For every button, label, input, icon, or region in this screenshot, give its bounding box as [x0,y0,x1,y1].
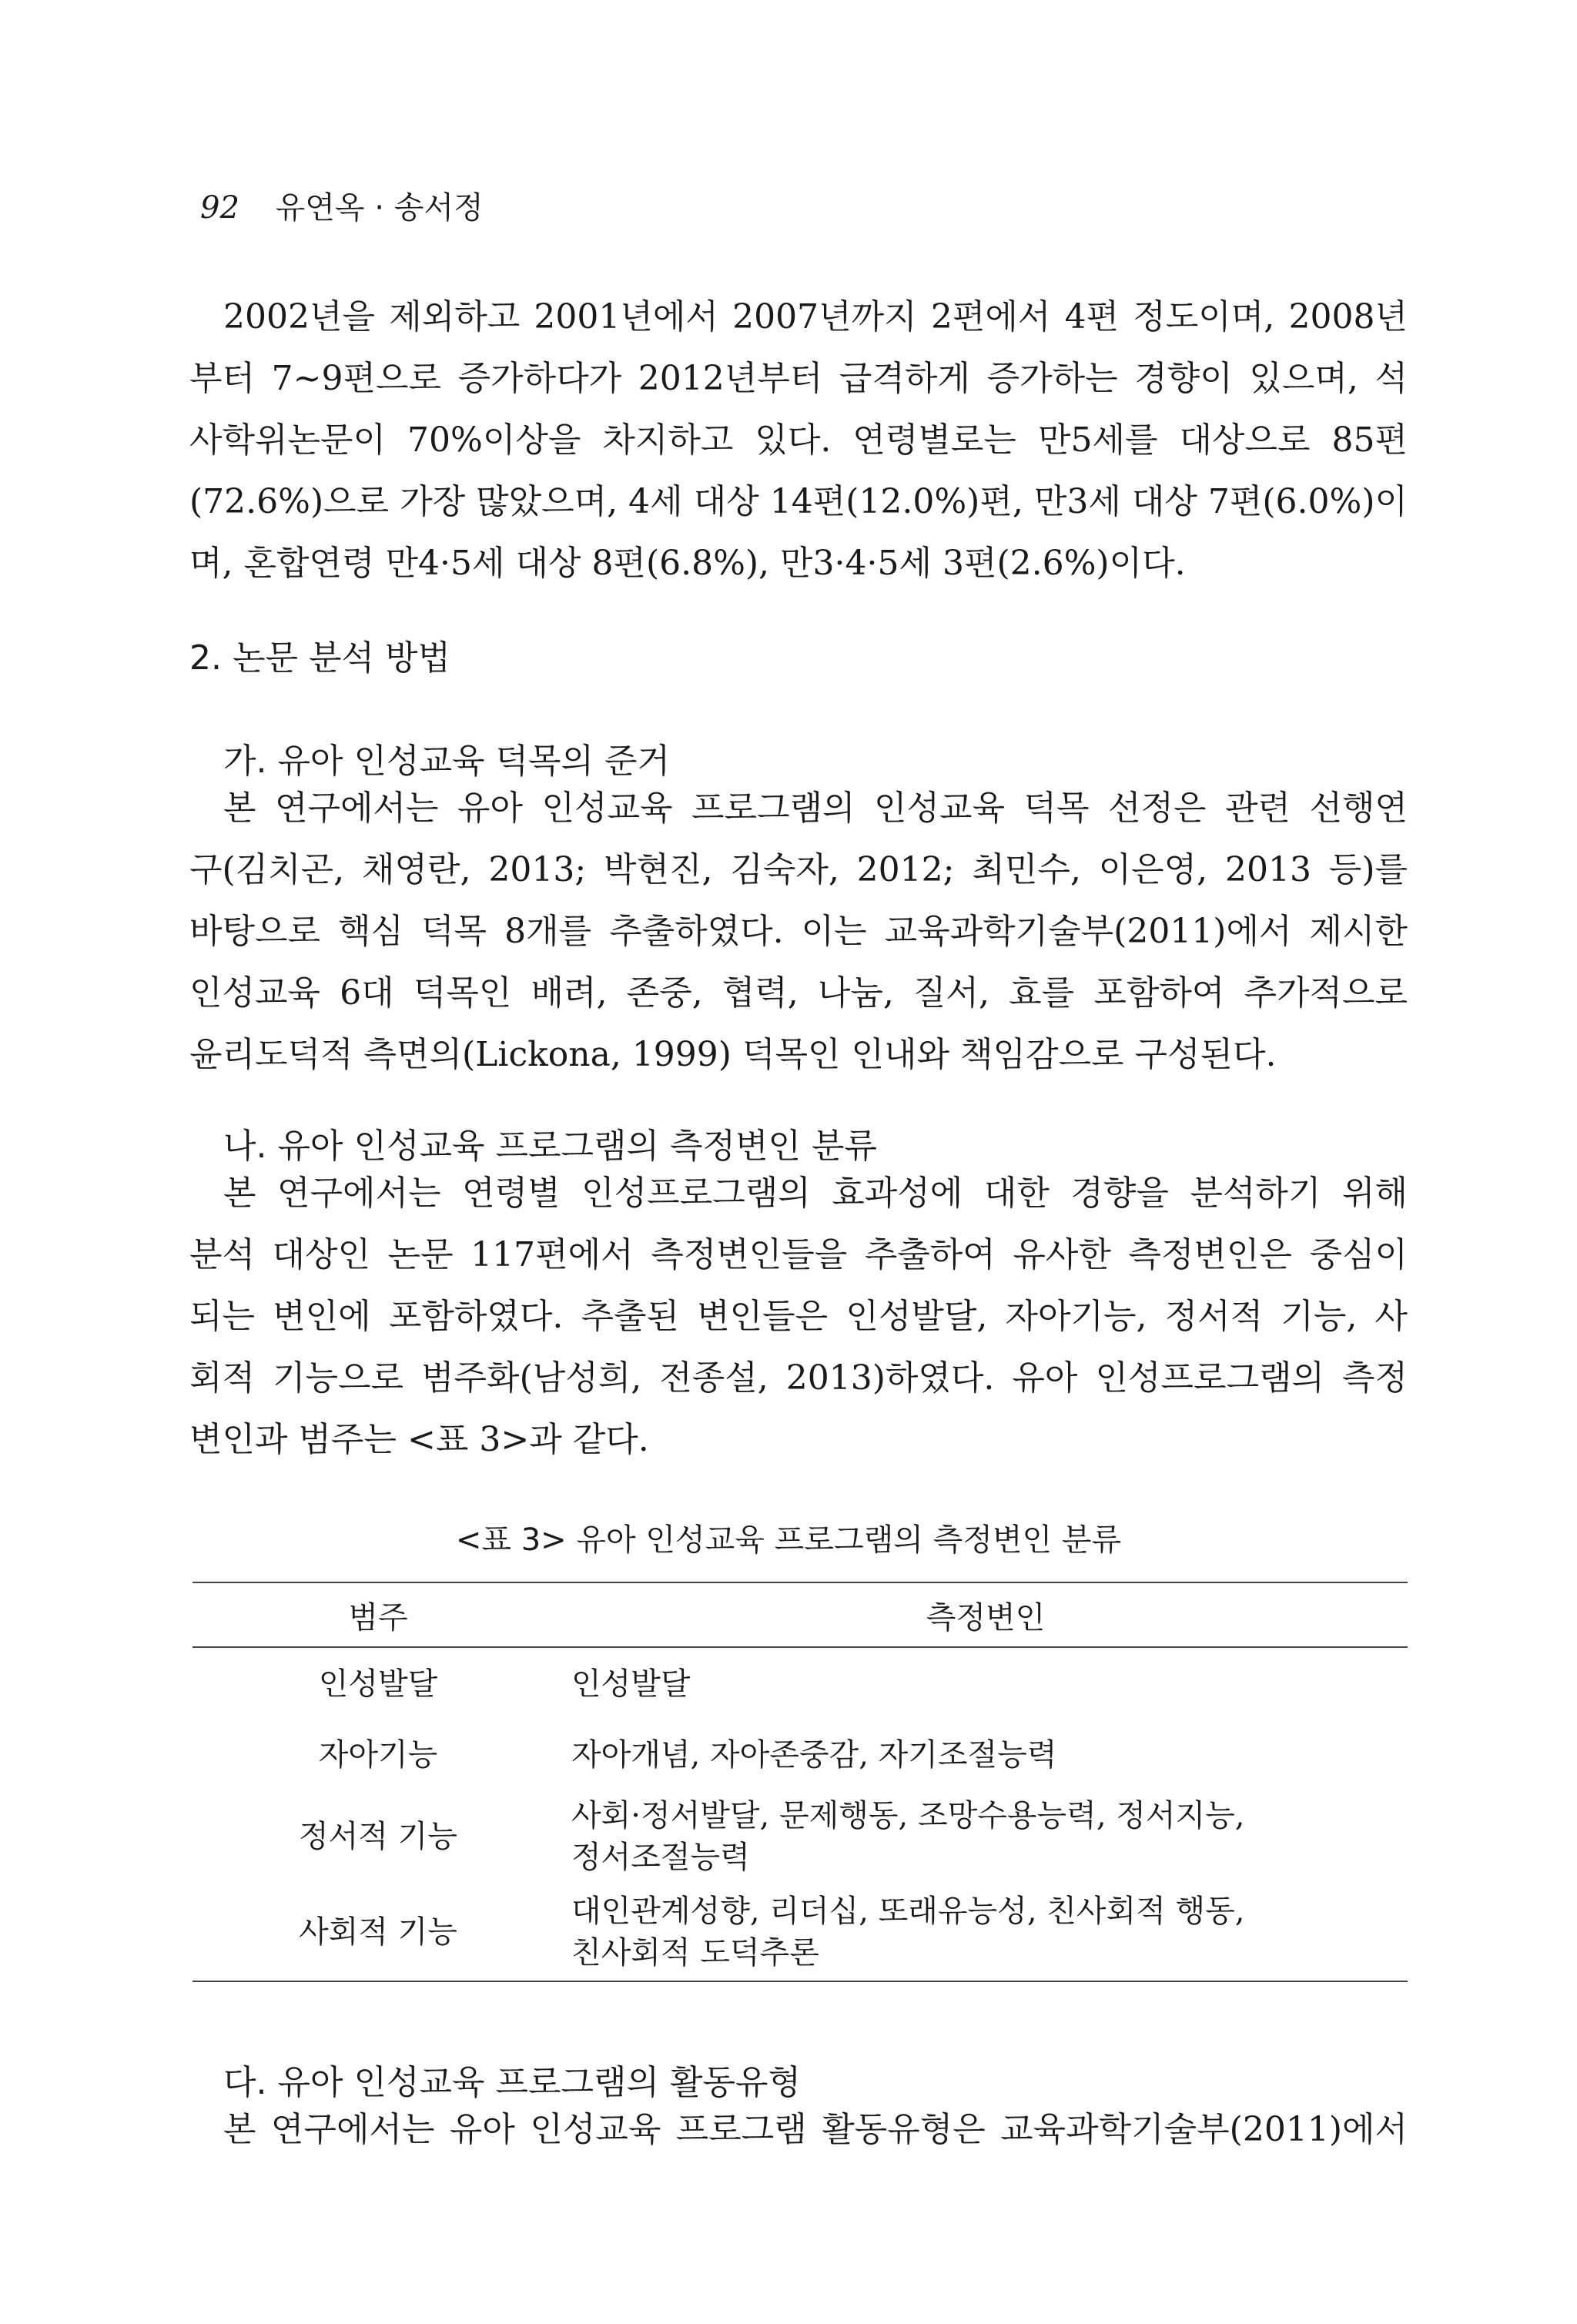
paragraph-line: 분석 대상인 논문 117편에서 측정변인들을 추출하여 유사한 측정변인은 중심이 [189,1235,1408,1274]
row-category: 자아기능 [318,1737,438,1773]
row-category: 사회적 기능 [193,1884,564,1981]
row-variables [564,1647,1408,1720]
subsection-na-body [189,1163,1408,1471]
table-row [193,1884,1408,1981]
row-variables [564,1720,1408,1790]
variables-line: 사회·정서발달, 문제행동, 조망수용능력, 정서지능, [571,1798,1245,1833]
page-header [200,183,484,227]
paragraph-line: 본 연구에서는 유아 인성교육 프로그램 활동유형은 교육과학기술부(2011)에서 [223,2110,1408,2149]
variables-line: 친사회적 도덕추론 [571,1935,819,1971]
subsection-ga-body [189,778,1408,1086]
row-category: 인성발달 [318,1666,438,1702]
subsection-title-da: 다. 유아 인성교육 프로그램의 활동유형 [223,2063,801,2102]
paragraph-line: (72.6%)으로 가장 많았으며, 4세 대상 14편(12.0%)편, 만3세 대상 7편(6.0%)이 [189,482,1408,521]
header-category: 범주 [193,1582,564,1647]
paragraph-line: 본 연구에서는 유아 인성교육 프로그램의 인성교육 덕목 선정은 관련 선행연 [223,789,1408,828]
paragraph-line: 2002년을 제외하고 2001년에서 2007년까지 2편에서 4편 정도이며, 2008년 [223,297,1408,337]
page-number: 92 [200,190,239,226]
variables-line: 정서조절능력 [571,1840,750,1875]
paragraph-line: 변인과 범주는 <표 3>과 같다. [189,1420,649,1459]
variables-line: 대인관계성향, 리더십, 또래유능성, 친사회적 행동, [571,1894,1245,1929]
paragraph-line: 되는 변인에 포함하였다. 추출된 변인들은 인성발달, 자아기능, 정서적 기능, 사 [189,1297,1408,1336]
variables-line: 자아개념, 자아존중감, 자기조절능력 [571,1737,1057,1773]
paragraph-line: 회적 기능으로 범주화(남성희, 전종설, 2013)하였다. 유아 인성프로그램의 측정 [189,1358,1408,1398]
variables-line: 인성발달 [571,1666,691,1702]
row-variables [564,1884,1408,1981]
variables-table [193,1582,1408,1982]
paragraph-line: 윤리도덕적 측면의(Lickona, 1999) 덕목인 인내와 책임감으로 구성된다. [189,1035,1277,1074]
subsection-da-body [189,2099,1408,2161]
paragraph-line: 부터 7~9편으로 증가하다가 2012년부터 급격하게 증가하는 경향이 있으며, 석 [189,359,1408,398]
section-title: 2. 논문 분석 방법 [189,638,450,678]
intro-paragraph [189,286,1408,594]
table-header-row [193,1582,1408,1647]
header-variables: 측정변인 [564,1582,1408,1647]
row-variables [564,1790,1408,1884]
paragraph-line: 본 연구에서는 연령별 인성프로그램의 효과성에 대한 경향을 분석하기 위해 [223,1174,1408,1213]
table-row [193,1647,1408,1720]
paragraph-line: 바탕으로 핵심 덕목 8개를 추출하였다. 이는 교육과학기술부(2011)에서 제시한 [189,912,1408,951]
subsection-title-na: 나. 유아 인성교육 프로그램의 측정변인 분류 [223,1127,877,1166]
paragraph-line: 인성교육 6대 덕목인 배려, 존중, 협력, 나눔, 질서, 효를 포함하여 추가적으로 [189,973,1408,1013]
table-row [193,1790,1408,1884]
row-category: 정서적 기능 [299,1819,457,1854]
paragraph-line: 며, 혼합연령 만4·5세 대상 8편(6.8%), 만3·4·5세 3편(2.6%)이다. [189,544,1186,583]
running-head-authors: 유연옥 · 송서정 [275,190,484,226]
table-row [193,1720,1408,1790]
table-caption: <표 3> 유아 인성교육 프로그램의 측정변인 분류 [455,1522,1122,1558]
paragraph-line: 구(김치곤, 채영란, 2013; 박현진, 김숙자, 2012; 최민수, 이은영, 2013 등)를 [189,850,1408,889]
subsection-title-ga: 가. 유아 인성교육 덕목의 준거 [223,742,670,781]
paragraph-line: 사학위논문이 70%이상을 차지하고 있다. 연령별로는 만5세를 대상으로 85편 [189,420,1408,460]
